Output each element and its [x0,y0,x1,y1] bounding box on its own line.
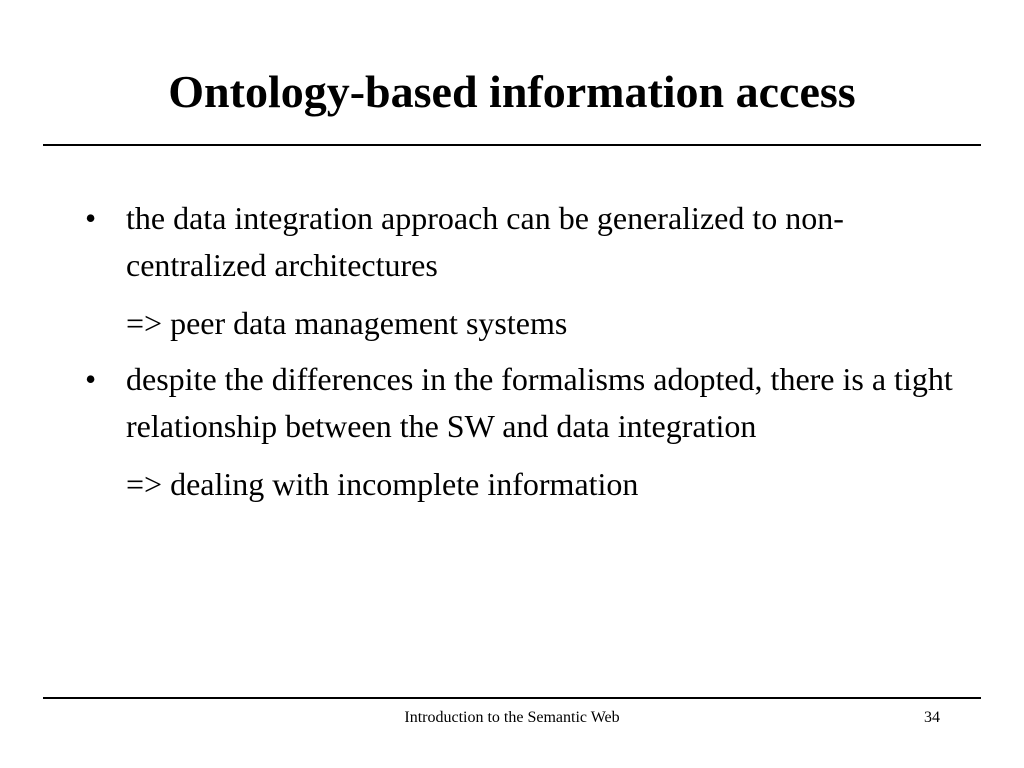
title-divider [43,144,981,146]
footer-divider [43,697,981,699]
footer-title: Introduction to the Semantic Web [404,709,620,726]
bullet-item [85,356,965,450]
bullet-dot-icon: • [85,361,97,397]
page-number: 34 [924,709,940,726]
slide-content [85,195,965,517]
slide-title: Ontology-based information access [168,66,856,117]
bullet-conclusion: => peer data management systems [126,305,568,341]
bullet-dot-icon: • [85,200,97,236]
bullet-text: the data integration approach can be generalized to non-centralized architectures [126,200,844,283]
bullet-item [85,195,965,289]
bullet-conclusion: => dealing with incomplete information [126,466,639,502]
bullet-text: despite the differences in the formalisms adopted, there is a tight relationship between the SW and data integration [126,361,953,444]
